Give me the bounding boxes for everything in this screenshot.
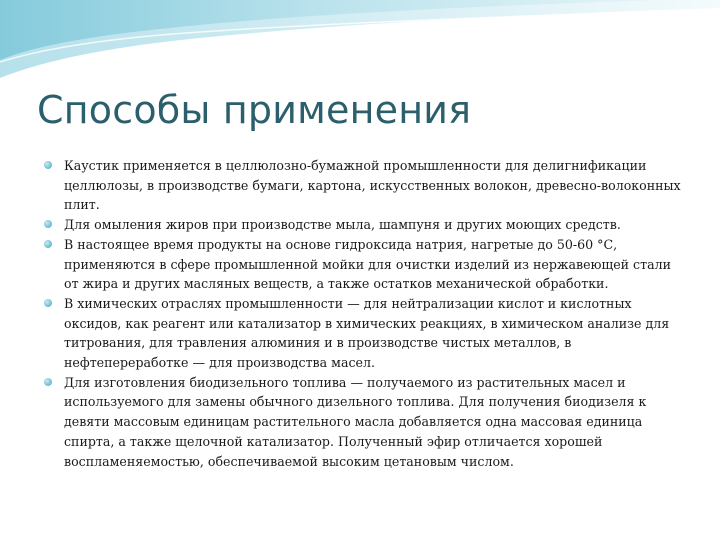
bullet-icon: [44, 161, 52, 169]
bullet-list: [44, 156, 689, 471]
list-item: [44, 156, 689, 215]
bullet-icon: [44, 299, 52, 307]
bullet-text: В химических отраслях промышленности — для нейтрализации кислот и кислотных оксидов, как реагент или катализатор в химических реакциях, в химическом анализе для титрования, для травления алюминия и в производстве чистых металлов, в нефтепереработке — для производства масел.: [64, 295, 670, 371]
bullet-icon: [44, 220, 52, 228]
list-item: [44, 235, 689, 294]
bullet-icon: [44, 240, 52, 248]
bullet-text: В настоящее время продукты на основе гидроксида натрия, нагретые до 50-60 °С, применяются в сфере промышленной мойки для очистки изделий из нержавеющей стали от жира и других масляных веществ, а также остатков механической обработки.: [64, 236, 671, 292]
slide-title: Способы применения: [37, 88, 472, 132]
wave-decoration: [0, 0, 720, 80]
list-item: [44, 215, 689, 235]
list-item: [44, 294, 689, 373]
bullet-icon: [44, 378, 52, 386]
bullet-text: Для изготовления биодизельного топлива — получаемого из растительных масел и используемого для замены обычного дизельного топлива. Для получения биодизеля к девяти массовым единицам растительного масла добавляется одна массовая единица спирта, а также щелочной катализатор. Полученный эфир отличается хорошей воспламеняемостью, обеспечиваемой высоким цетановым числом.: [64, 374, 647, 469]
bullet-text: Для омыления жиров при производстве мыла, шампуня и других моющих средств.: [64, 217, 621, 233]
bullet-text: Каустик применяется в целлюлозно-бумажной промышленности для делигнификации целлюлозы, в производстве бумаги, картона, искусственных волокон, древесно-волоконных плит.: [64, 158, 681, 213]
list-item: [44, 373, 689, 472]
